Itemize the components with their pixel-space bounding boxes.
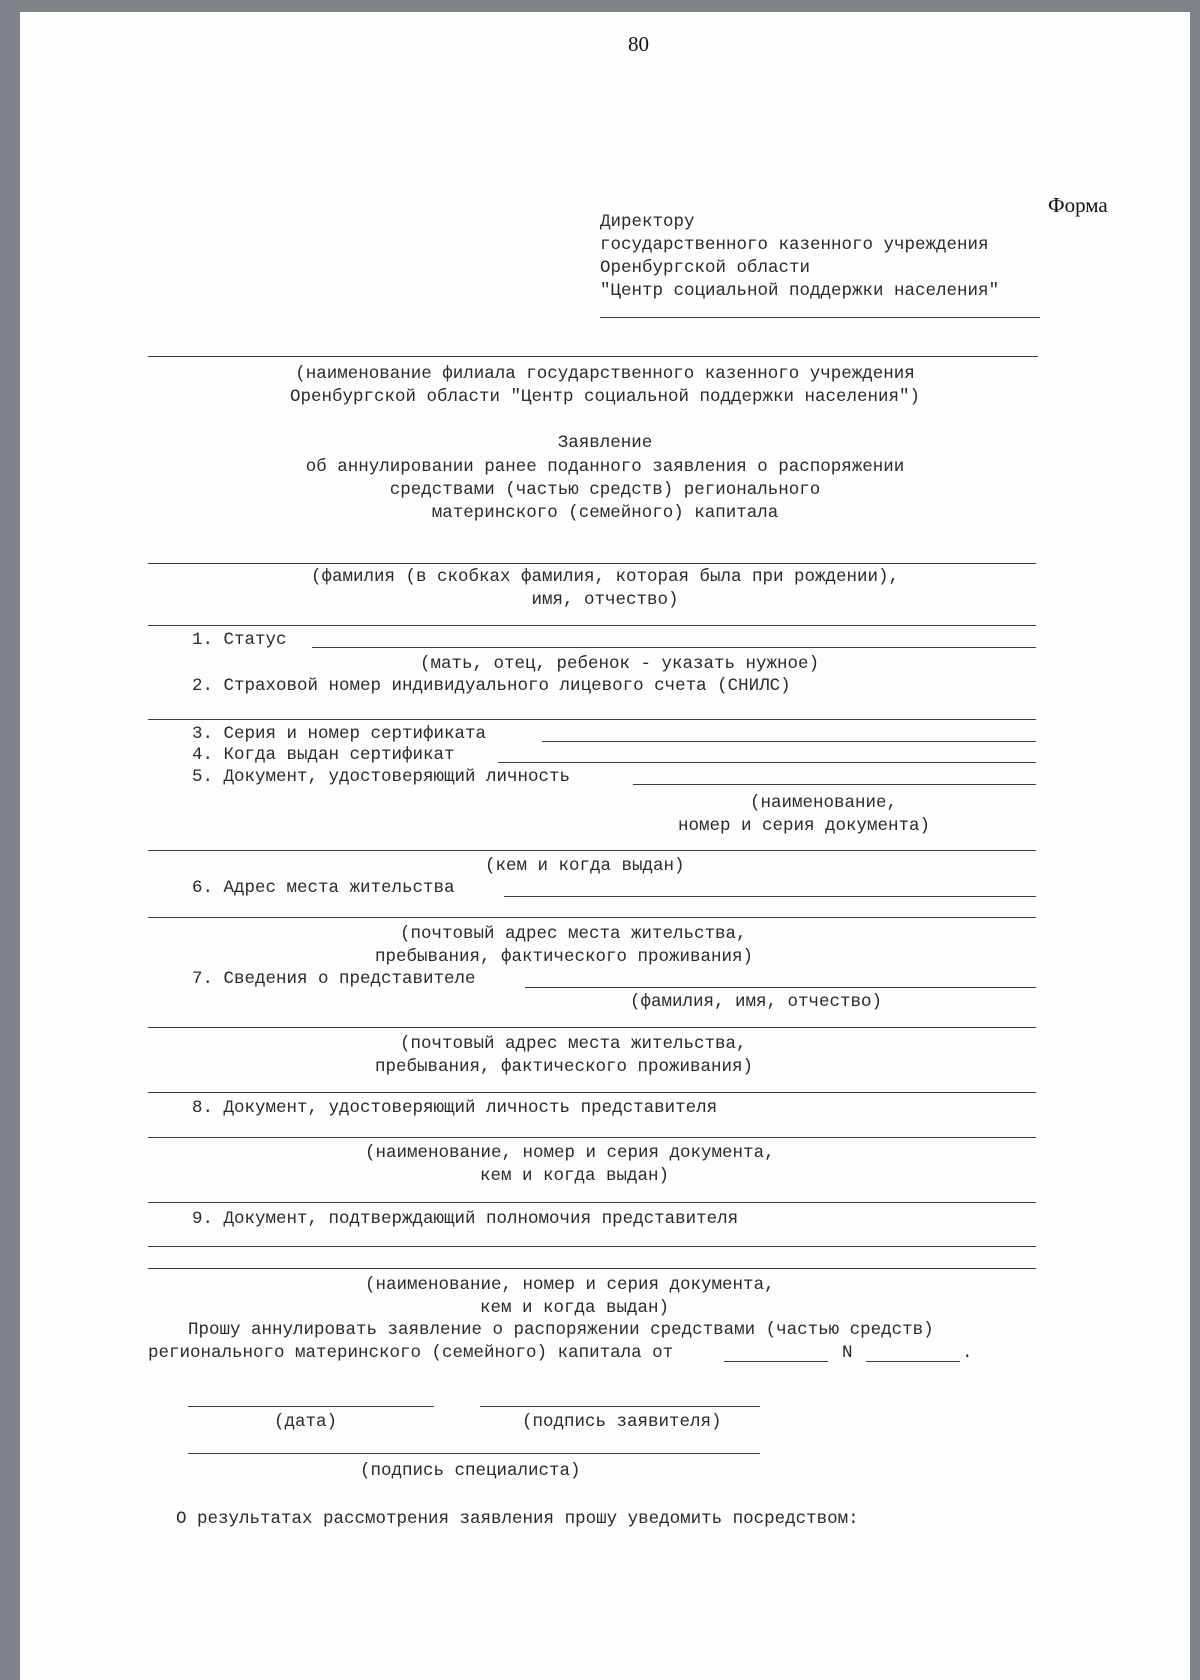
- representative-label: 7. Сведения о представителе: [192, 969, 476, 989]
- date-caption: (дата): [274, 1412, 338, 1432]
- request-number-label: N: [842, 1343, 853, 1363]
- addressee-line: государственного казенного учреждения: [600, 235, 989, 255]
- document-subtitle: средствами (частью средств) регионального: [389, 480, 821, 500]
- specialist-signature-field[interactable]: [188, 1453, 760, 1454]
- rep-authority-hint: кем и когда выдан): [480, 1298, 670, 1318]
- request-date-field[interactable]: [724, 1361, 828, 1362]
- rep-identity-field-extra[interactable]: [148, 1202, 1036, 1203]
- certificate-number-label: 3. Серия и номер сертификата: [192, 724, 487, 744]
- identity-issued-hint: (кем и когда выдан): [485, 856, 685, 876]
- address-field[interactable]: [504, 896, 1036, 897]
- status-field[interactable]: [312, 647, 1036, 648]
- applicant-caption: имя, отчество): [531, 590, 679, 610]
- applicant-name-field-extra[interactable]: [148, 625, 1036, 626]
- rep-authority-field-extra[interactable]: [148, 1268, 1036, 1269]
- document-subtitle: материнского (семейного) капитала: [431, 503, 779, 523]
- rep-authority-field[interactable]: [148, 1246, 1036, 1247]
- notification-text: О результатах рассмотрения заявления прошу уведомить посредством:: [176, 1509, 859, 1529]
- rep-identity-field[interactable]: [148, 1137, 1036, 1138]
- snils-field[interactable]: [148, 719, 1036, 720]
- applicant-signature-caption: (подпись заявителя): [522, 1412, 722, 1432]
- request-text: Прошу аннулировать заявление о распоряжении средствами (частью средств): [188, 1320, 934, 1340]
- representative-address-hint: пребывания, фактического проживания): [375, 1057, 754, 1077]
- addressee-name-field[interactable]: [600, 317, 1040, 318]
- addressee-line: "Центр социальной поддержки населения": [600, 281, 1000, 301]
- identity-document-field[interactable]: [633, 784, 1036, 785]
- rep-authority-label: 9. Документ, подтверждающий полномочия представителя: [192, 1209, 739, 1229]
- identity-issued-field[interactable]: [148, 850, 1036, 851]
- certificate-date-field[interactable]: [498, 762, 1036, 763]
- request-period: .: [962, 1343, 973, 1363]
- representative-name-field[interactable]: [525, 987, 1036, 988]
- applicant-signature-field[interactable]: [480, 1406, 760, 1407]
- certificate-number-field[interactable]: [542, 741, 1036, 742]
- branch-caption: (наименование филиала государственного казенного учреждения: [295, 364, 915, 384]
- snils-label: 2. Страховой номер индивидуального лицевого счета (СНИЛС): [192, 676, 791, 696]
- addressee-line: Оренбургской области: [600, 258, 811, 278]
- form-label: Форма: [1048, 193, 1108, 217]
- specialist-signature-caption: (подпись специалиста): [360, 1461, 581, 1481]
- document-subtitle: об аннулировании ранее поданного заявления о распоряжении: [305, 457, 905, 477]
- applicant-caption: (фамилия (в скобках фамилия, которая была при рождении),: [310, 567, 900, 587]
- branch-name-field[interactable]: [148, 356, 1038, 357]
- identity-document-hint: (наименование,: [750, 793, 898, 813]
- representative-address-hint: (почтовый адрес места жительства,: [400, 1034, 747, 1054]
- address-label: 6. Адрес места жительства: [192, 878, 455, 898]
- request-number-field[interactable]: [866, 1361, 960, 1362]
- address-field-extra[interactable]: [148, 917, 1036, 918]
- document-page: [20, 12, 1190, 1680]
- addressee-line: Директору: [600, 212, 695, 232]
- address-hint: (почтовый адрес места жительства,: [400, 924, 747, 944]
- status-label: 1. Статус: [192, 630, 287, 650]
- status-hint: (мать, отец, ребенок - указать нужное): [420, 654, 820, 674]
- page-number: 80: [628, 32, 649, 56]
- branch-caption: Оренбургской области "Центр социальной поддержки населения"): [289, 387, 921, 407]
- applicant-name-field[interactable]: [148, 563, 1036, 564]
- identity-document-hint: номер и серия документа): [678, 816, 931, 836]
- date-field[interactable]: [188, 1406, 434, 1407]
- rep-identity-hint: кем и когда выдан): [480, 1166, 670, 1186]
- request-text: регионального материнского (семейного) капитала от: [148, 1343, 674, 1363]
- rep-identity-label: 8. Документ, удостоверяющий личность представителя: [192, 1098, 718, 1118]
- certificate-date-label: 4. Когда выдан сертификат: [192, 745, 455, 765]
- rep-authority-hint: (наименование, номер и серия документа,: [365, 1275, 775, 1295]
- representative-address-field-extra[interactable]: [148, 1092, 1036, 1093]
- address-hint: пребывания, фактического проживания): [375, 947, 754, 967]
- document-title: Заявление: [557, 433, 653, 453]
- representative-hint: (фамилия, имя, отчество): [630, 992, 883, 1012]
- identity-document-label: 5. Документ, удостоверяющий личность: [192, 767, 571, 787]
- rep-identity-hint: (наименование, номер и серия документа,: [365, 1143, 775, 1163]
- representative-address-field[interactable]: [148, 1027, 1036, 1028]
